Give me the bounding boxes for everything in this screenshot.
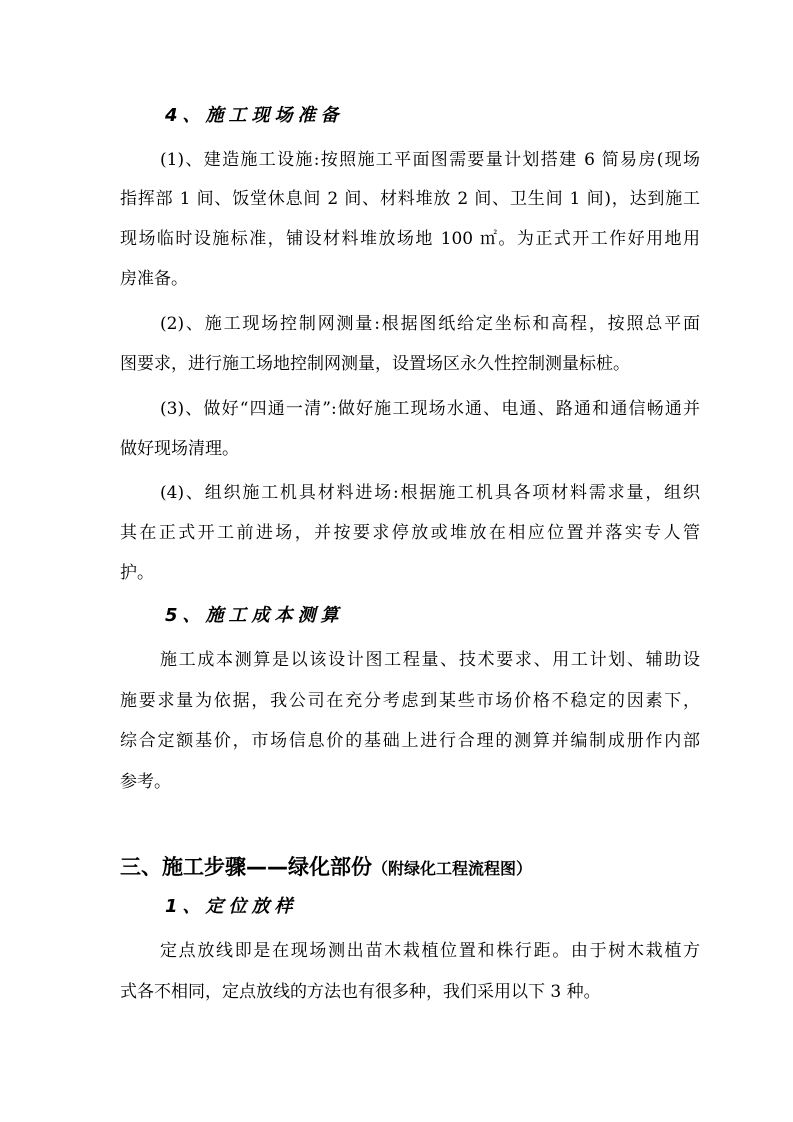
cost-para-line-2: 施要求量为依据，我公司在充分考虑到某些市场价格不稳定的因素下， [120, 691, 700, 711]
item-1-line-4: 房准备。 [120, 269, 188, 289]
item-2-line-2: 图要求，进行施工场地控制网测量，设置场区永久性控制测量标桩。 [120, 354, 630, 374]
item-3-line-2: 做好现场清理。 [120, 439, 239, 459]
item-4-line-2: 其在正式开工前进场，并按要求停放或堆放在相应位置并落实专人管 [120, 523, 700, 543]
step-1-para-line-1: 定点放线即是在现场测出苗木栽植位置和株行距。由于树木栽植方 [160, 941, 700, 961]
section-5-heading: 5、施工成本测算 [165, 605, 344, 626]
cost-para-line-3: 综合定额基价，市场信息价的基础上进行合理的测算并编制成册作内部 [120, 731, 700, 751]
item-1-line-2: 指挥部 1 间、饭堂休息间 2 间、材料堆放 2 间、卫生间 1 间)，达到施工 [120, 189, 700, 209]
item-3-line-1: (3)、做好“四通一清”:做好施工现场水通、电通、路通和通信畅通并 [160, 399, 700, 419]
item-4-line-3: 护。 [120, 563, 154, 583]
item-1-line-3: 现场临时设施标准，铺设材料堆放场地 100 ㎡。为正式开工作好用地用 [120, 229, 700, 249]
item-1-line-1: (1)、建造施工设施:按照施工平面图需要量计划搭建 6 简易房(现场 [160, 150, 700, 170]
cost-para-line-1: 施工成本测算是以该设计图工程量、技术要求、用工计划、辅助设 [160, 650, 700, 670]
cost-para-line-4: 参考。 [120, 772, 171, 792]
section-4-heading: 4、施工现场准备 [165, 105, 344, 126]
item-2-line-1: (2)、施工现场控制网测量:根据图纸给定坐标和高程，按照总平面 [160, 314, 700, 334]
chapter-3-title-main: 三、施工步骤——绿化部份 [120, 855, 372, 879]
chapter-3-title-note: （附绿化工程流程图） [372, 859, 533, 878]
step-1-heading: 1、定位放样 [165, 896, 298, 917]
step-1-para-line-2: 式各不相同，定点放线的方法也有很多种，我们采用以下 3 种。 [120, 982, 601, 1002]
chapter-3-title [120, 852, 532, 884]
item-4-line-1: (4)、组织施工机具材料进场:根据施工机具各项材料需求量，组织 [160, 483, 700, 503]
